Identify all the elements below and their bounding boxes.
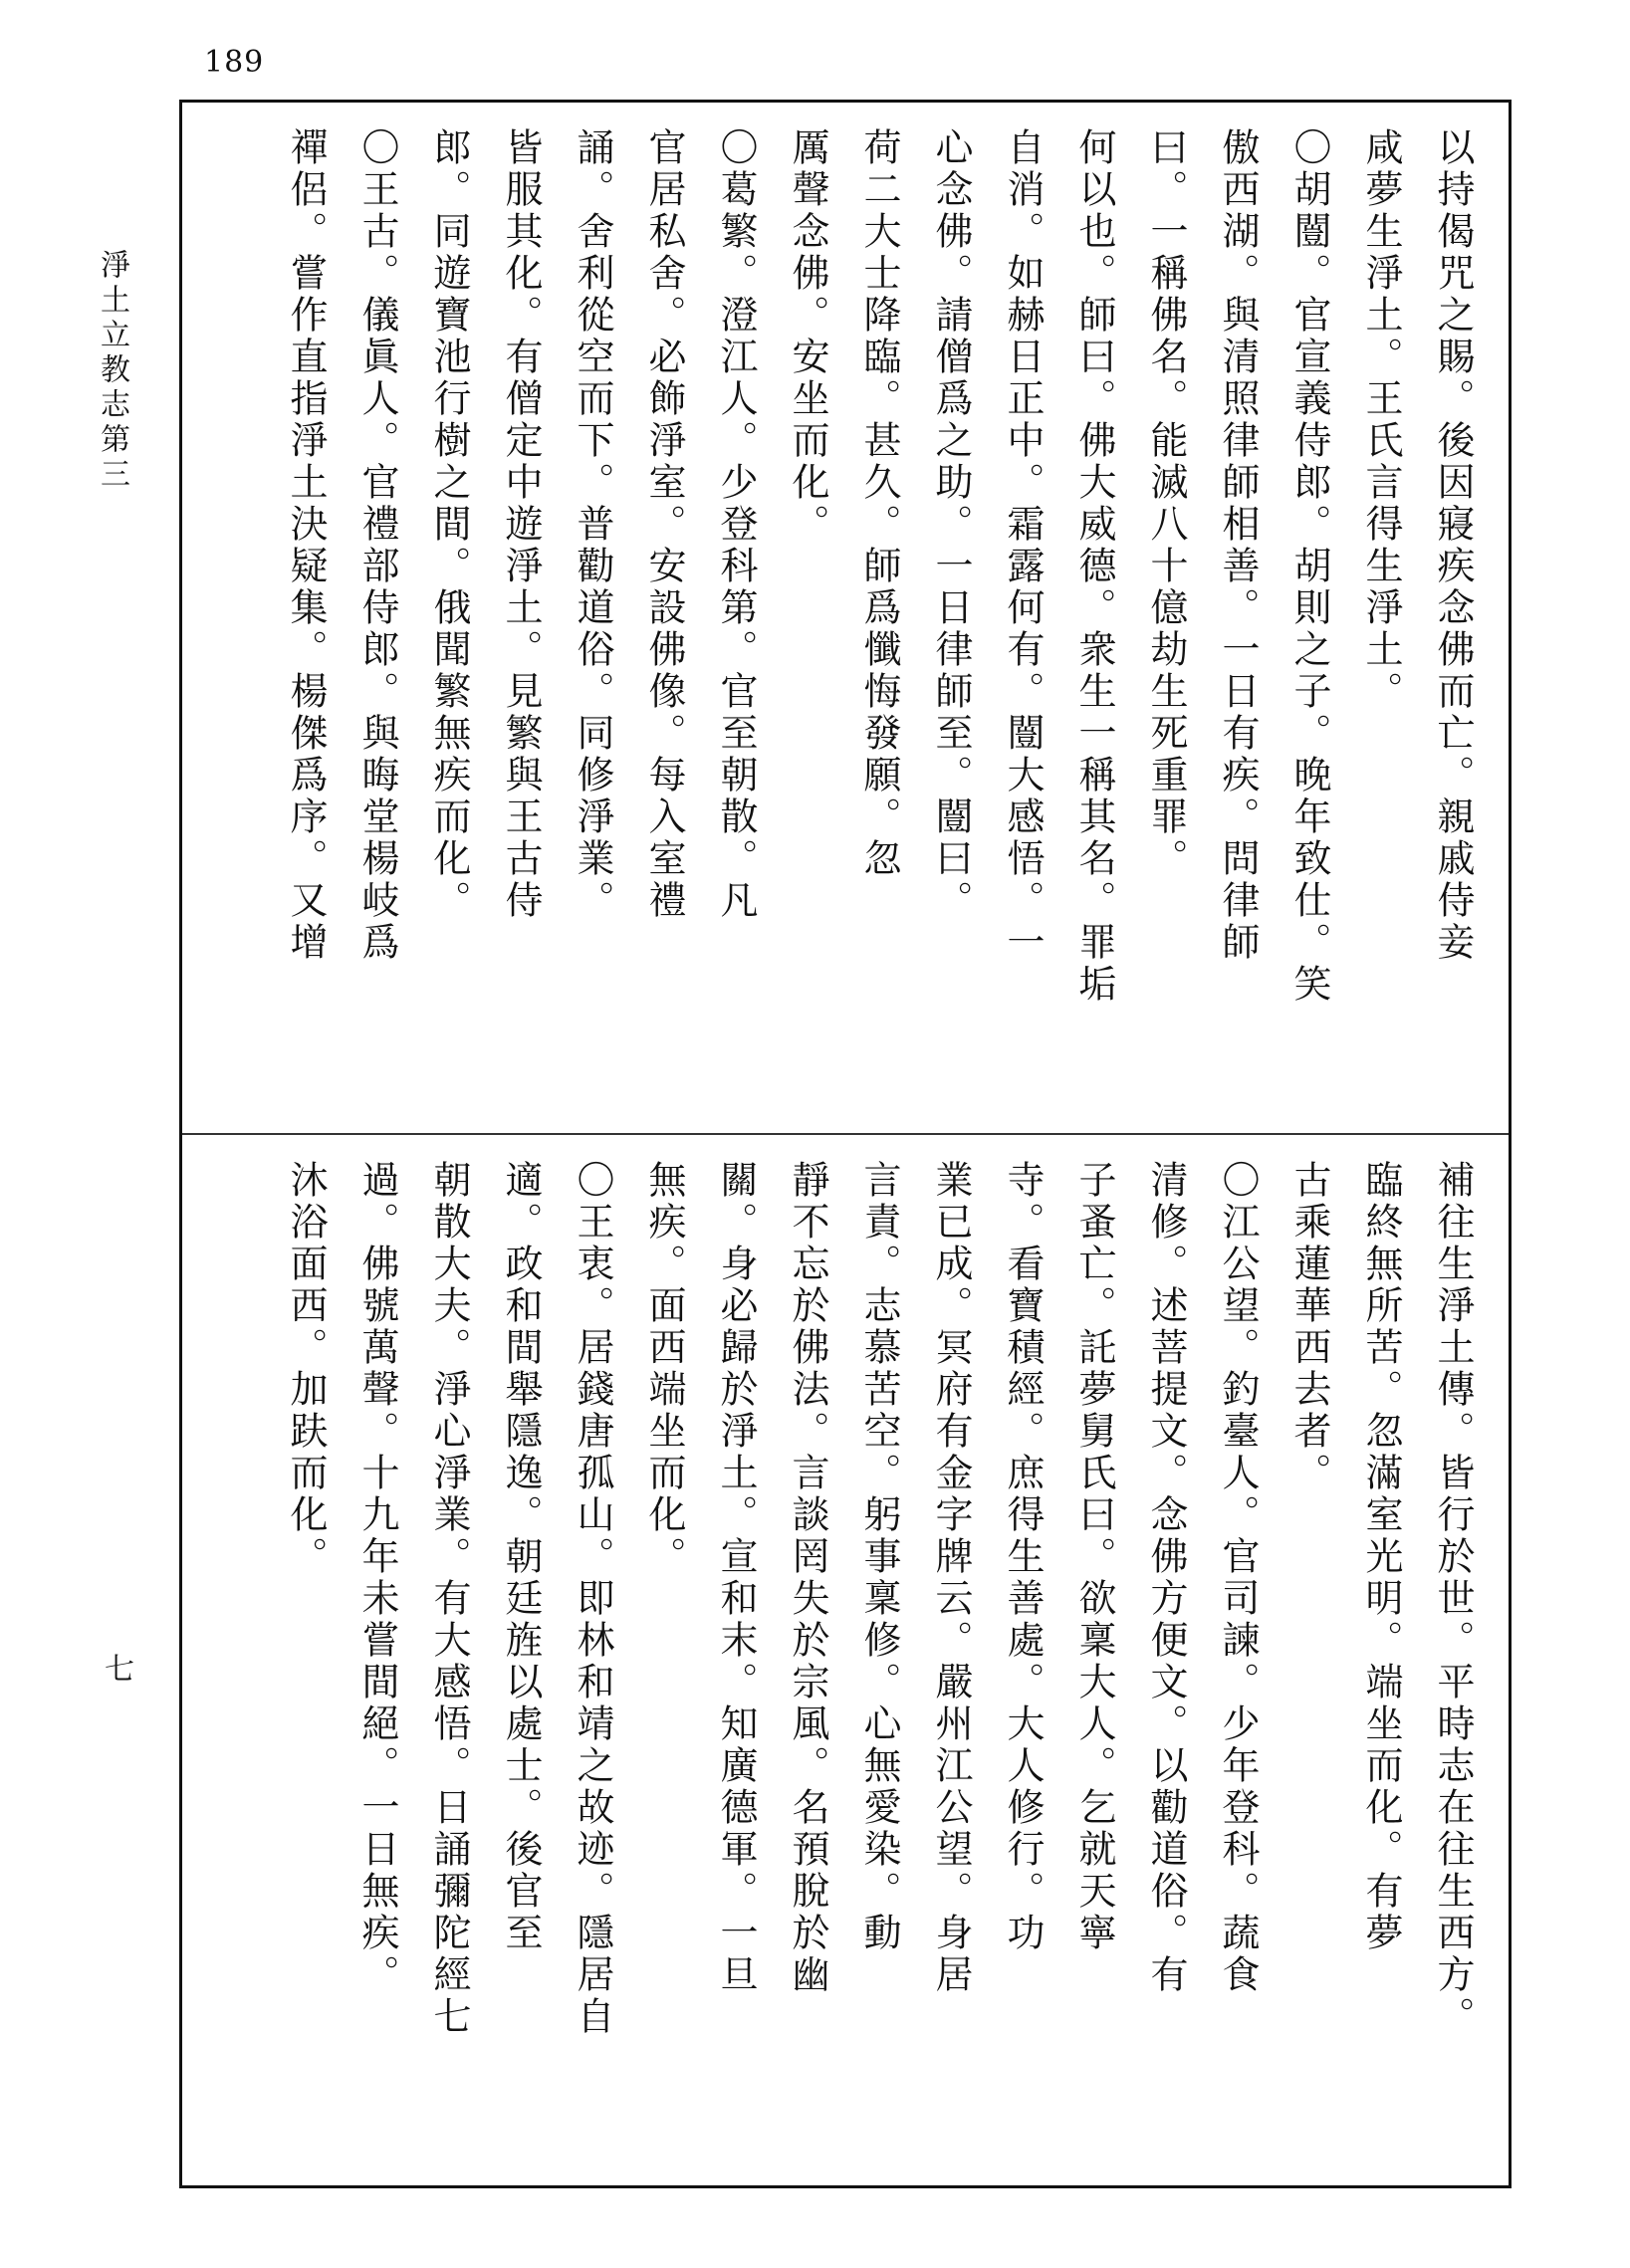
text-column: 咸夢生淨土。王氏言得生淨土。 (1359, 127, 1403, 713)
text-column: 過。佛號萬聲。十九年未嘗間絕。一日無疾。 (355, 1160, 399, 1996)
text-column: 補往生淨土傳。皆行於世。平時志在往生西方。 (1431, 1160, 1475, 2038)
text-column: 〇王古。儀眞人。官禮部侍郎。與晦堂楊岐爲 (355, 127, 399, 964)
text-column: 曰。一稱佛名。能滅八十億劫生死重罪。 (1144, 127, 1188, 880)
text-column: 沐浴面西。加趺而化。 (284, 1160, 328, 1578)
text-column: 〇王衷。居錢唐孤山。即林和靖之故迹。隱居自 (571, 1160, 614, 2038)
text-column: 誦。舍利從空而下。普勸道俗。同修淨業。 (571, 127, 614, 922)
text-column: 古乘蓮華西去者。 (1287, 1160, 1331, 1494)
text-column: 官居私舍。必飾淨室。安設佛像。每入室禮 (642, 127, 686, 922)
text-column: 郎。同遊寶池行樹之間。俄聞繁無疾而化。 (427, 127, 471, 922)
section-divider (182, 1133, 1509, 1135)
side-title: 淨土立教志第三 (95, 249, 129, 493)
text-column: 〇胡闓。官宣義侍郎。胡則之子。晚年致仕。笑 (1287, 127, 1331, 1006)
text-column: 厲聲念佛。安坐而化。 (786, 127, 829, 546)
text-column: 荷二大士降臨。甚久。師爲懺悔發願。忽 (857, 127, 901, 880)
text-column: 皆服其化。有僧定中遊淨土。見繁與王古侍 (499, 127, 543, 922)
leaf-number: 七 (99, 1653, 133, 1683)
text-column: 無疾。面西端坐而化。 (642, 1160, 686, 1578)
text-column: 業已成。冥府有金字牌云。嚴州江公望。身居 (929, 1160, 973, 1996)
page-number: 189 (204, 45, 265, 80)
text-column: 以持偈咒之賜。後因寢疾念佛而亡。親戚侍妾 (1431, 127, 1475, 964)
text-column: 言責。志慕苦空。躬事稟修。心無愛染。動 (857, 1160, 901, 1954)
text-column: 靜不忘於佛法。言談罔失於宗風。名預脫於幽 (786, 1160, 829, 1996)
text-column: 傲西湖。與清照律師相善。一日有疾。問律師 (1216, 127, 1260, 964)
text-column: 朝散大夫。淨心淨業。有大感悟。日誦彌陀經七 (427, 1160, 471, 2038)
text-column: 心念佛。請僧爲之助。一日律師至。闓曰。 (929, 127, 973, 922)
text-column: 何以也。師曰。佛大威德。衆生一稱其名。罪垢 (1072, 127, 1116, 1006)
text-column: 清修。述菩提文。念佛方便文。以勸道俗。有 (1144, 1160, 1188, 1996)
text-column: 禪侶。嘗作直指淨土決疑集。楊傑爲序。又增 (284, 127, 328, 964)
text-column: 寺。看寶積經。庶得生善處。大人修行。功 (1001, 1160, 1045, 1954)
text-column: 子蚤亡。託夢舅氏曰。欲稟大人。乞就天寧 (1072, 1160, 1116, 1954)
text-column: 臨終無所苦。忽滿室光明。端坐而化。有夢 (1359, 1160, 1403, 1954)
text-column: 〇江公望。釣臺人。官司諫。少年登科。蔬食 (1216, 1160, 1260, 1996)
text-column: 自消。如赫日正中。霜露何有。闓大感悟。一 (1001, 127, 1045, 964)
text-column: 適。政和間舉隱逸。朝廷旌以處士。後官至 (499, 1160, 543, 1954)
text-column: 〇葛繁。澄江人。少登科第。官至朝散。凡 (714, 127, 758, 922)
text-column: 關。身必歸於淨土。宣和末。知廣德軍。一旦 (714, 1160, 758, 1996)
